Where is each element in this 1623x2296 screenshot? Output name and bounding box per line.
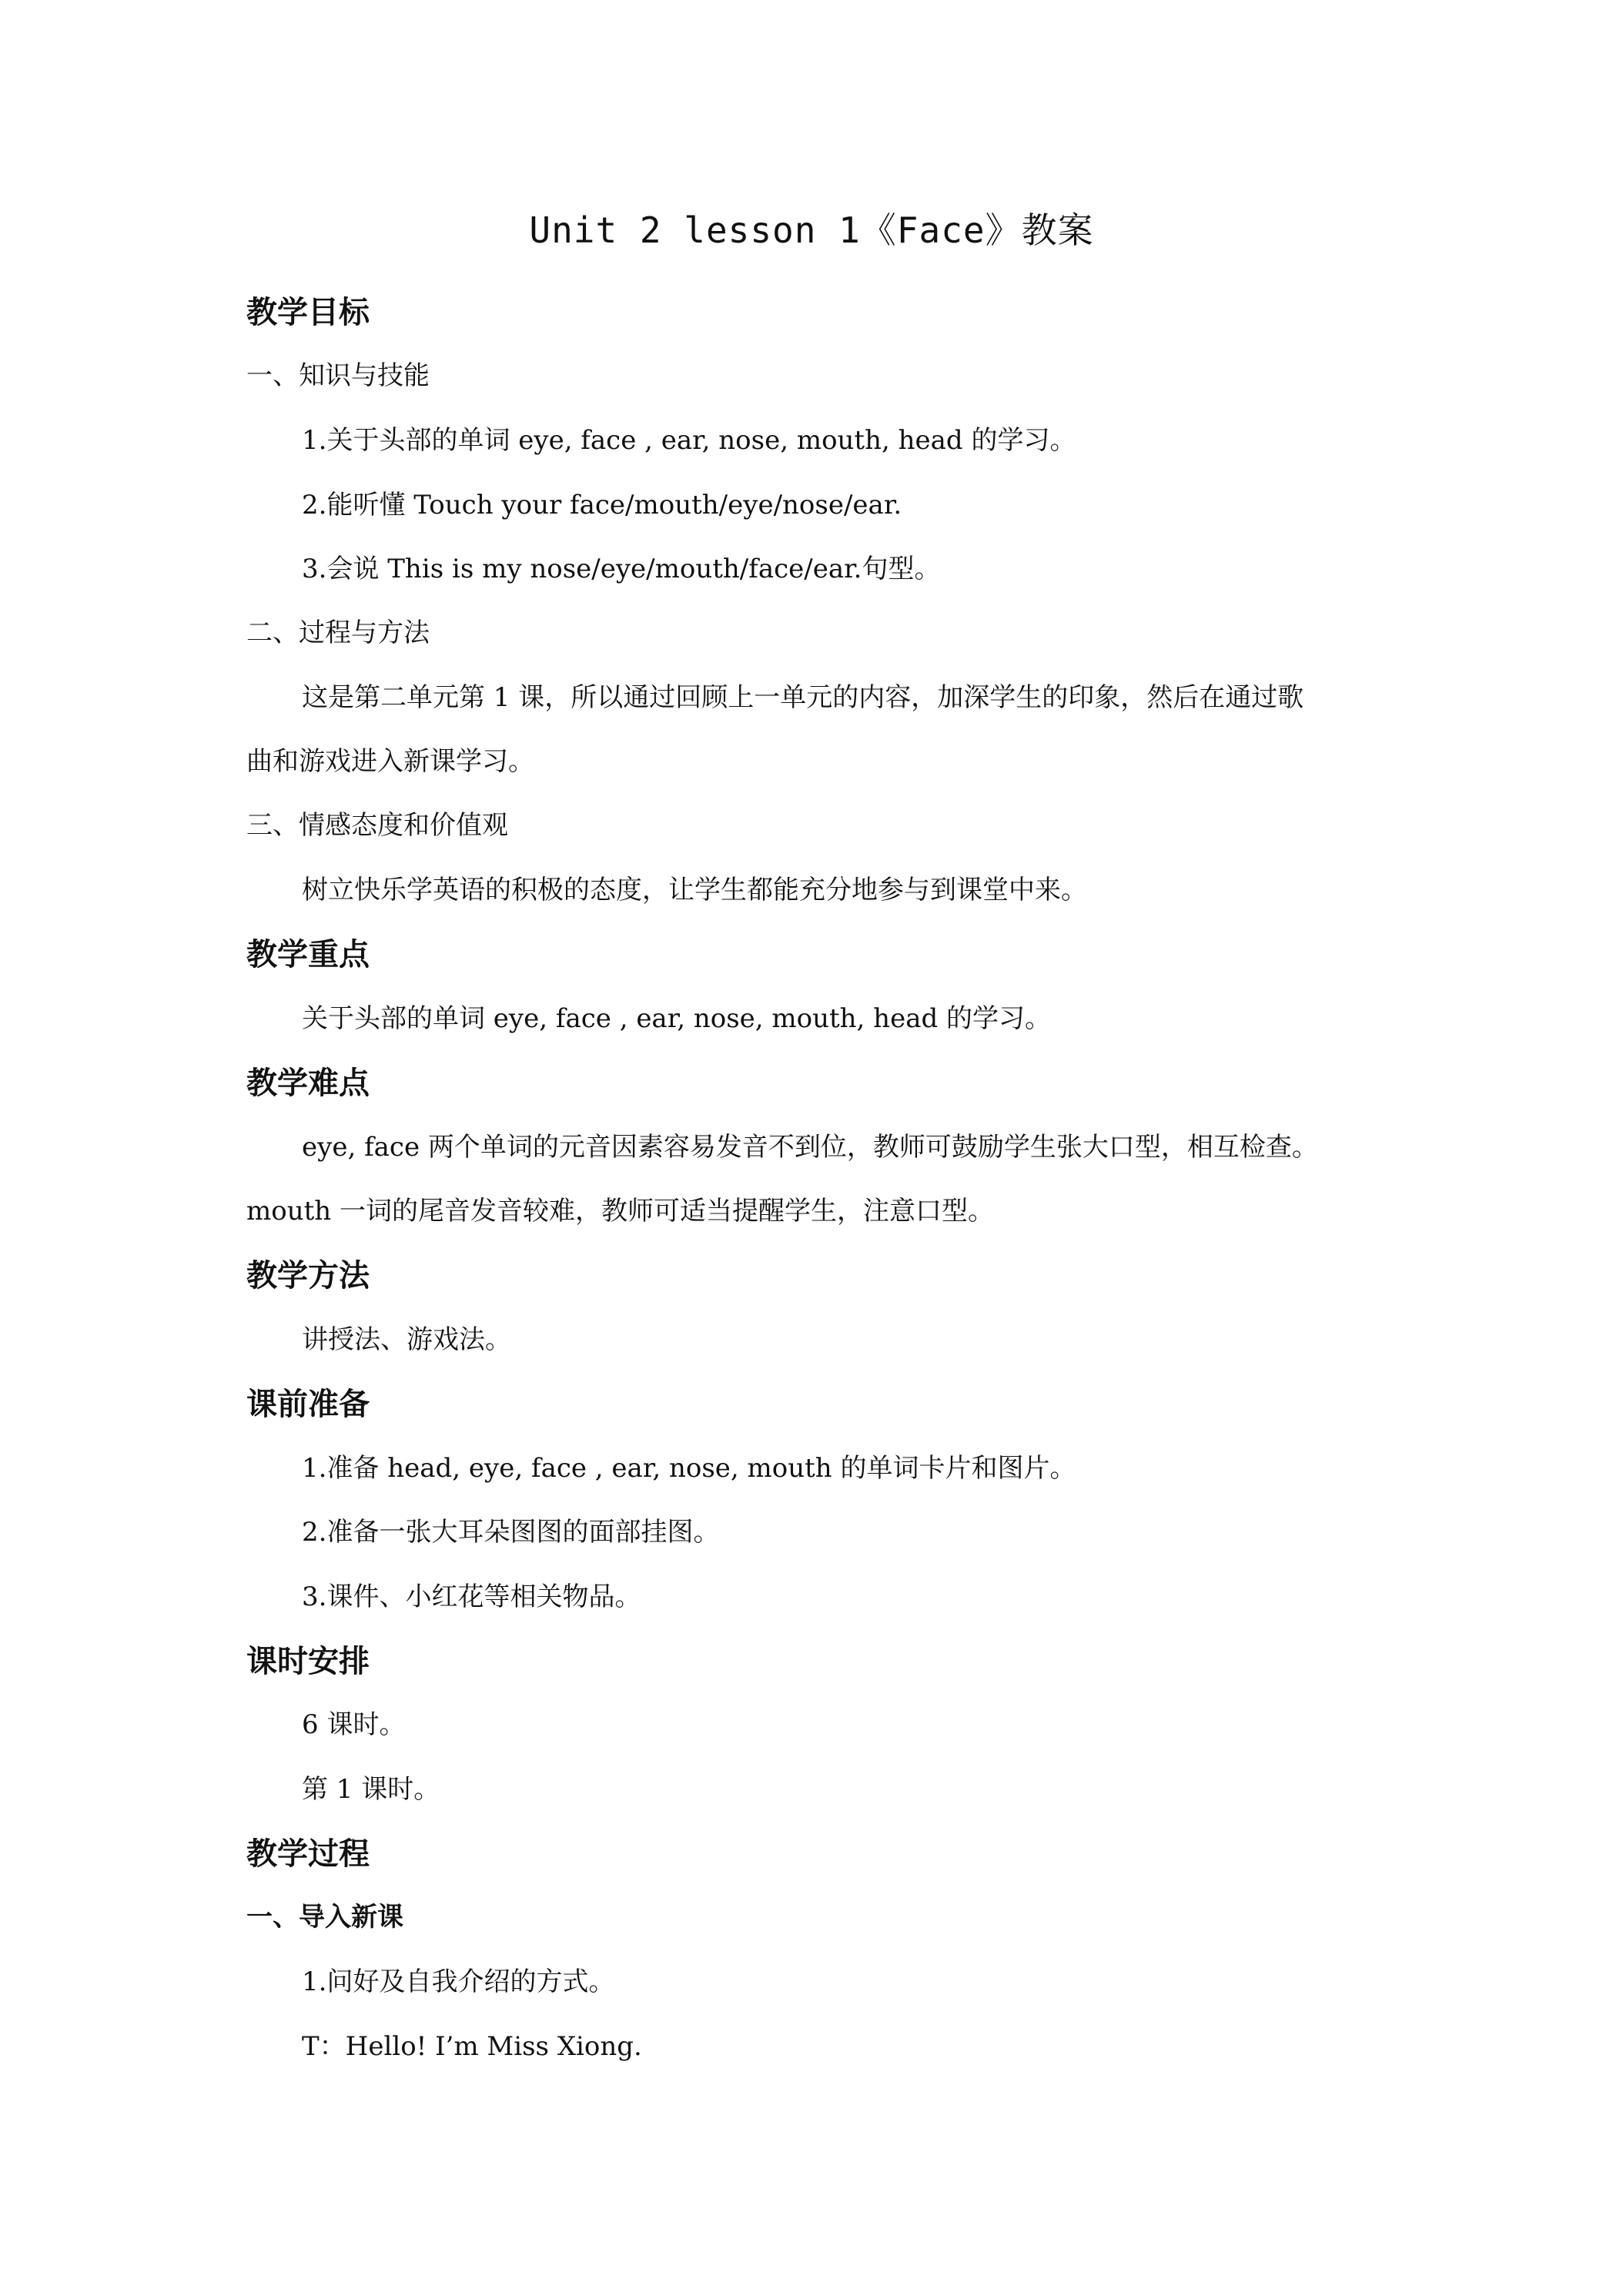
knowledge-item-3: 3.会说 This is my nose/eye/mouth/face/ear.句型。 (302, 554, 941, 584)
process-line-1: 这是第二单元第 1 课，所以通过回顾上一单元的内容，加深学生的印象，然后在通过歌 (302, 682, 1304, 713)
document-title: Unit 2 lesson 1《Face》教案 (529, 209, 1094, 251)
subheading-process: 二、过程与方法 (246, 618, 430, 648)
knowledge-item-2: 2.能听懂 Touch your face/mouth/eye/nose/ear. (302, 490, 902, 520)
section-heading-preparation: 课前准备 (246, 1387, 370, 1422)
knowledge-item-1: 1.关于头部的单词 eye, face , ear, nose, mouth, head 的学习。 (302, 425, 1076, 456)
section-heading-schedule: 课时安排 (246, 1644, 370, 1679)
difficulties-line-1: eye, face 两个单词的元音因素容易发音不到位，教师可鼓励学生张大口型，相互检查。 (302, 1132, 1318, 1163)
subheading-attitude: 三、情感态度和价值观 (246, 810, 508, 841)
schedule-line-1: 6 课时。 (302, 1709, 406, 1740)
subheading-knowledge: 一、知识与技能 (246, 360, 430, 391)
schedule-line-2: 第 1 课时。 (302, 1774, 440, 1805)
section-heading-methods: 教学方法 (246, 1258, 370, 1294)
preparation-item-3: 3.课件、小红花等相关物品。 (302, 1581, 641, 1612)
teaching-process-line-2: T：Hello! I’m Miss Xiong. (302, 2031, 642, 2062)
preparation-item-2: 2.准备一张大耳朵图图的面部挂图。 (302, 1517, 720, 1548)
difficulties-line-2: mouth 一词的尾音发音较难，教师可适当提醒学生，注意口型。 (246, 1196, 994, 1227)
process-line-2: 曲和游戏进入新课学习。 (246, 746, 534, 777)
section-heading-goals: 教学目标 (246, 295, 370, 330)
key-points-text: 关于头部的单词 eye, face , ear, nose, mouth, head 的学习。 (302, 1003, 1052, 1034)
attitude-text: 树立快乐学英语的积极的态度，让学生都能充分地参与到课堂中来。 (302, 875, 1087, 905)
section-heading-key-points: 教学重点 (246, 937, 370, 972)
teaching-process-line-1: 1.问好及自我介绍的方式。 (302, 1966, 615, 1997)
section-heading-difficulties: 教学难点 (246, 1066, 370, 1101)
methods-text: 讲授法、游戏法。 (302, 1324, 511, 1355)
section-heading-teaching-process: 教学过程 (246, 1836, 370, 1872)
preparation-item-1: 1.准备 head, eye, face , ear, nose, mouth 的单词卡片和图片。 (302, 1453, 1076, 1484)
subheading-introduction: 一、导入新课 (246, 1902, 403, 1933)
